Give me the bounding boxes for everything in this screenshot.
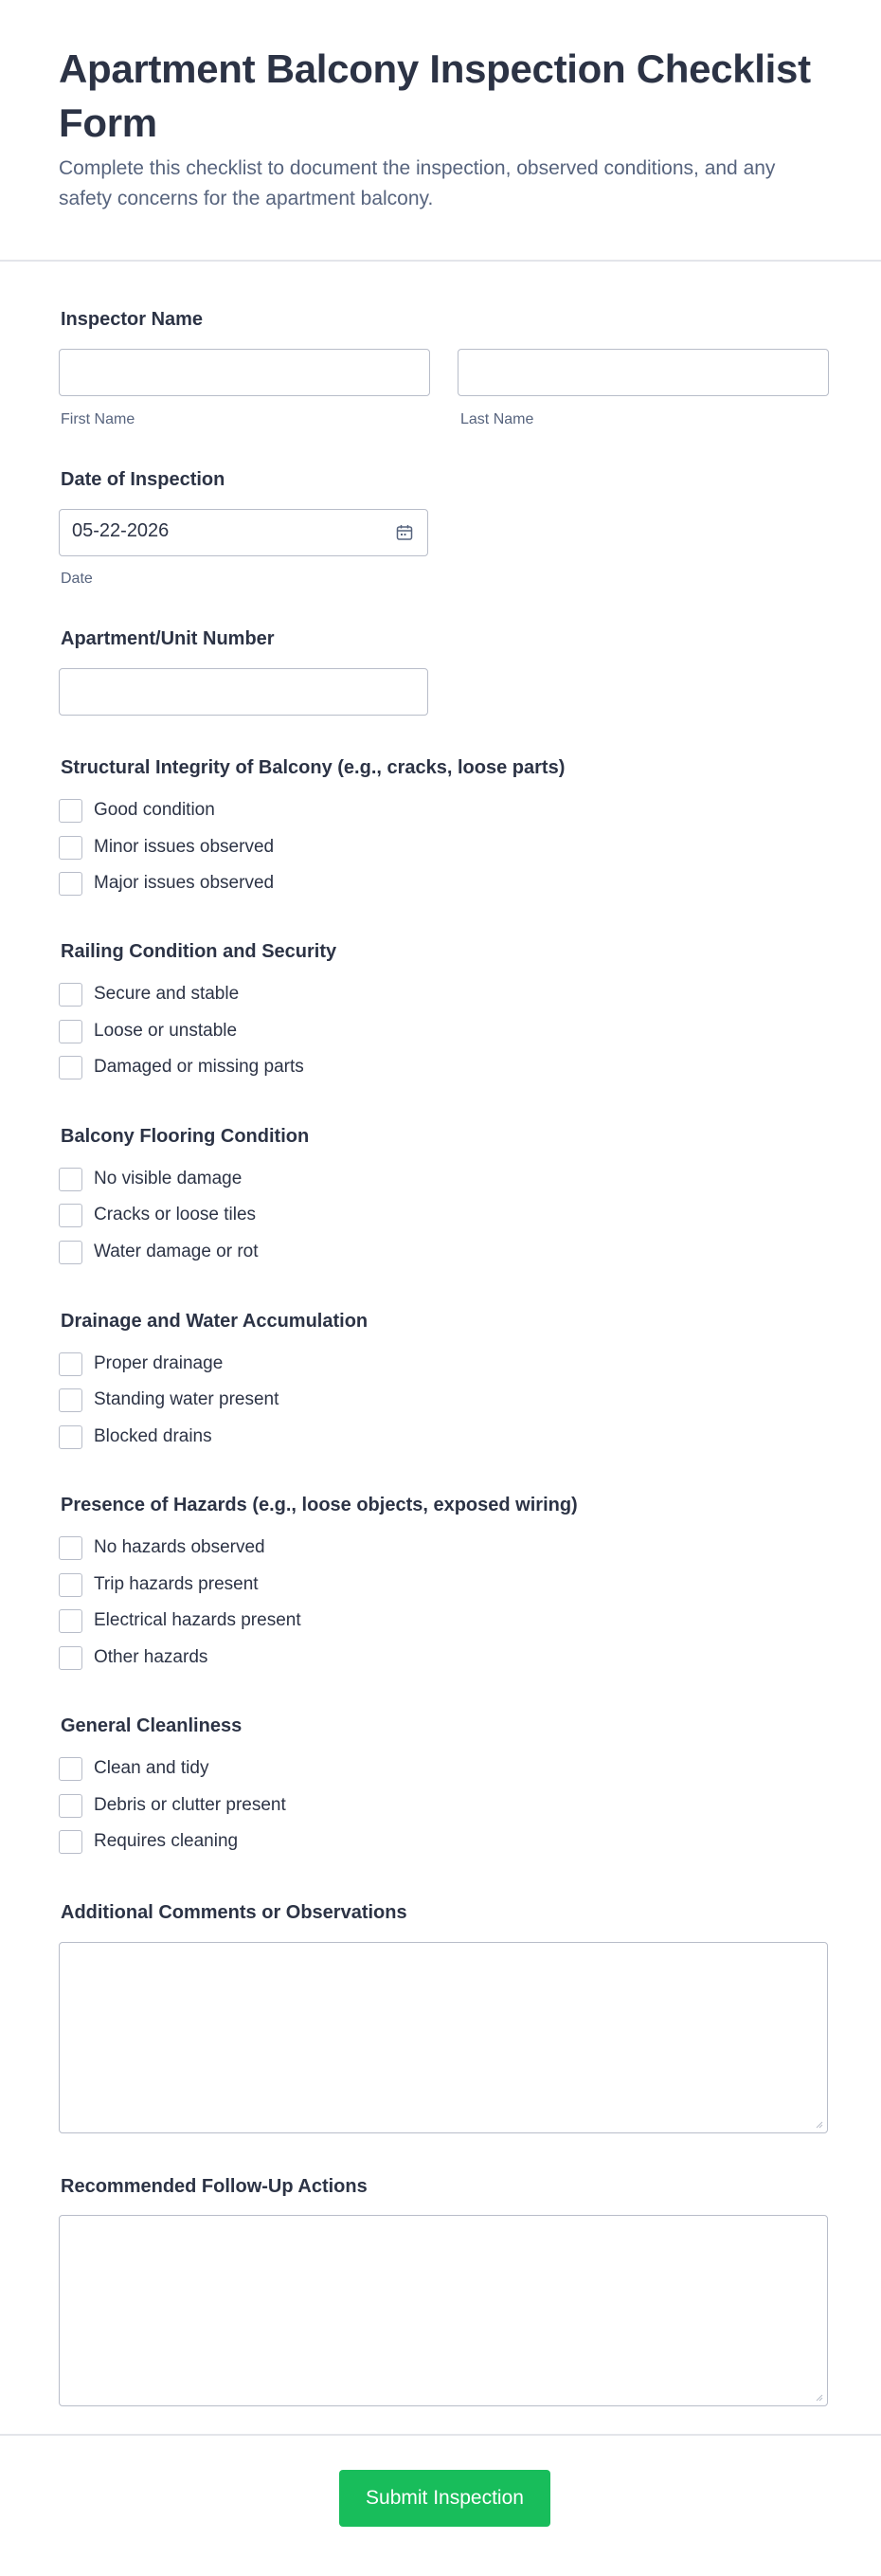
resize-grip-icon[interactable]: [814, 2119, 823, 2129]
hazards-option[interactable]: Electrical hazards present: [59, 1608, 301, 1633]
first-name-sublabel: First Name: [61, 411, 135, 427]
cleanliness-option[interactable]: Clean and tidy: [59, 1756, 208, 1781]
checkbox[interactable]: [59, 1573, 82, 1597]
checkbox[interactable]: [59, 1204, 82, 1227]
checkbox[interactable]: [59, 836, 82, 860]
checkbox[interactable]: [59, 1020, 82, 1043]
comments-label: Additional Comments or Observations: [61, 1902, 407, 1923]
structural-option[interactable]: Good condition: [59, 798, 215, 823]
cleanliness-option[interactable]: Debris or clutter present: [59, 1793, 286, 1818]
flooring-option[interactable]: Water damage or rot: [59, 1240, 259, 1264]
checkbox[interactable]: [59, 872, 82, 896]
form-header: [0, 0, 881, 262]
checkbox[interactable]: [59, 1830, 82, 1854]
drainage-option[interactable]: Standing water present: [59, 1388, 279, 1412]
unit-label: Apartment/Unit Number: [61, 628, 275, 649]
checkbox[interactable]: [59, 1352, 82, 1376]
checkbox[interactable]: [59, 1168, 82, 1191]
checkbox[interactable]: [59, 1536, 82, 1560]
followup-textarea[interactable]: [59, 2215, 828, 2406]
form-footer: [0, 2434, 881, 2576]
checkbox[interactable]: [59, 1241, 82, 1264]
checkbox[interactable]: [59, 1646, 82, 1670]
resize-grip-icon[interactable]: [814, 2392, 823, 2402]
last-name-input[interactable]: [458, 349, 829, 396]
date-label: Date of Inspection: [61, 469, 225, 490]
flooring-option[interactable]: No visible damage: [59, 1167, 242, 1191]
inspector-name-label: Inspector Name: [61, 309, 204, 330]
calendar-icon[interactable]: [395, 523, 414, 542]
last-name-sublabel: Last Name: [460, 411, 534, 427]
railing-option[interactable]: Damaged or missing parts: [59, 1055, 304, 1079]
page-description: Complete this checklist to document the inspection, observed conditions, and any safety concerns for the apartment balcony.: [59, 157, 776, 209]
flooring-option[interactable]: Cracks or loose tiles: [59, 1203, 256, 1227]
checkbox[interactable]: [59, 1388, 82, 1412]
comments-textarea[interactable]: [59, 1942, 828, 2133]
submit-button[interactable]: Submit Inspection: [339, 2470, 550, 2527]
page-title: Apartment Balcony Inspection Checklist Form: [59, 46, 811, 145]
structural-option[interactable]: Minor issues observed: [59, 835, 274, 860]
date-value: 05-22-2026: [72, 520, 170, 541]
drainage-option[interactable]: Blocked drains: [59, 1424, 212, 1449]
structural-label: Structural Integrity of Balcony (e.g., cracks, loose parts): [61, 757, 566, 778]
unit-input[interactable]: [59, 668, 428, 716]
date-input[interactable]: [59, 509, 428, 556]
cleanliness-label: General Cleanliness: [61, 1715, 243, 1736]
checkbox[interactable]: [59, 1609, 82, 1633]
checkbox[interactable]: [59, 1794, 82, 1818]
checkbox[interactable]: [59, 1757, 82, 1781]
checkbox[interactable]: [59, 1425, 82, 1449]
first-name-input[interactable]: [59, 349, 430, 396]
hazards-option[interactable]: Other hazards: [59, 1645, 207, 1670]
hazards-option[interactable]: No hazards observed: [59, 1535, 265, 1560]
checkbox[interactable]: [59, 799, 82, 823]
date-sublabel: Date: [61, 571, 93, 587]
hazards-option[interactable]: Trip hazards present: [59, 1572, 259, 1597]
cleanliness-option[interactable]: Requires cleaning: [59, 1829, 238, 1854]
checkbox[interactable]: [59, 983, 82, 1007]
flooring-label: Balcony Flooring Condition: [61, 1126, 310, 1147]
drainage-option[interactable]: Proper drainage: [59, 1351, 223, 1376]
followup-label: Recommended Follow-Up Actions: [61, 2176, 368, 2197]
checkbox[interactable]: [59, 1056, 82, 1079]
railing-label: Railing Condition and Security: [61, 941, 337, 962]
railing-option[interactable]: Loose or unstable: [59, 1019, 237, 1043]
railing-option[interactable]: Secure and stable: [59, 982, 239, 1007]
hazards-label: Presence of Hazards (e.g., loose objects, exposed wiring): [61, 1495, 578, 1515]
structural-option[interactable]: Major issues observed: [59, 871, 274, 896]
drainage-label: Drainage and Water Accumulation: [61, 1311, 369, 1332]
